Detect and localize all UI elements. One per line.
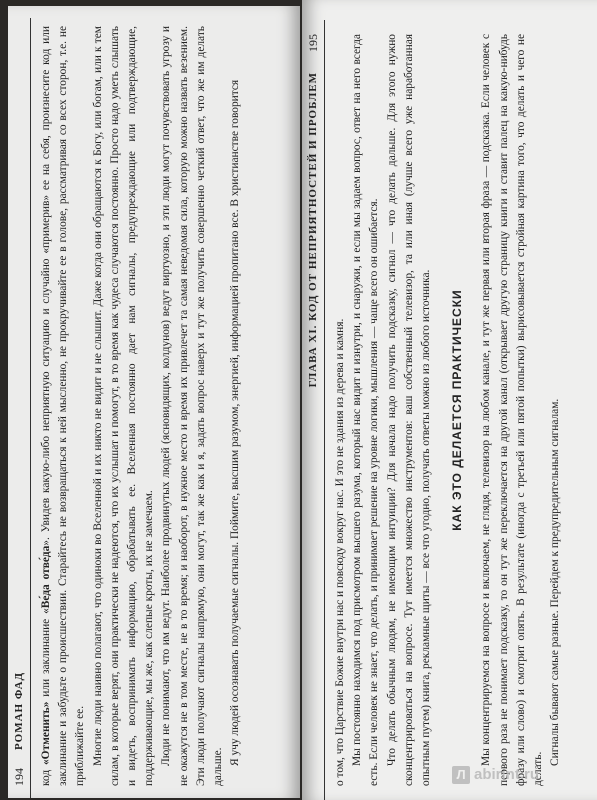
- right-paragraphs-after: [478, 34, 564, 786]
- text-run: ». Увидев какую-либо неприятную ситуацию и случайно «примерив» ее на себя, произнесите код или заклинание и забудьте о происшествии. Старайтесь не возвращаться к ней мысленно, не прокручивайте ее в голове, рассматривая со всех сторон, т.е. не приближайте ее.: [40, 26, 87, 786]
- left-page-content: [8, 18, 300, 798]
- text-run: о том, что Царствие Божие внутри нас и повсюду вокруг нас. И это не здания из дерева и камня.: [334, 318, 346, 786]
- right-page-content: [302, 20, 597, 800]
- watermark-text: abirint.ru: [474, 766, 540, 783]
- bold-text: Ве́да отве́да: [40, 545, 52, 609]
- text-run: код: [40, 765, 52, 786]
- text-run: Сигналы бывают самые разные. Перейдем к предупредительным сигналам.: [549, 398, 562, 766]
- text-run: или заклинание «: [40, 608, 52, 702]
- paragraph: [227, 26, 244, 786]
- text-run: Мы концентрируемся на вопросе и включаем, не глядя, телевизор на любом канале, и тут же первая или вторая фраза — подсказка. Если человек с первого раза не понимает подсказку, то он тут же переключается на другой канал (открывает другую страницу книги и ставит палец на какую-нибудь фразу или слово) и смотрит опять. В результате (иногда с третьей или пятой попытки) вырисовывается стройная картина того, что делать и чего не делать.: [480, 34, 545, 786]
- paragraph: [384, 34, 436, 786]
- paragraph: [547, 34, 564, 786]
- paragraph: [478, 34, 547, 786]
- section-heading: КАК ЭТО ДЕЛАЕТСЯ ПРАКТИЧЕСКИ: [450, 289, 465, 531]
- watermark: [452, 766, 539, 784]
- paragraph: [90, 26, 159, 786]
- text-run: Мы постоянно находимся под присмотром высшего разума, который нас видит и изнутри, и снаружи, и если мы задаем вопрос, ответ на него всегда есть. Если человек не знает, что делать, и принимает решение на уровне логики, мышления — чаще всего он ошибается.: [351, 34, 381, 786]
- bold-text: «Отменить»: [40, 701, 52, 766]
- watermark-logo-icon: Л: [452, 766, 470, 784]
- right-paragraphs-before: [332, 34, 435, 786]
- right-page-header: [302, 20, 325, 800]
- paragraph: [349, 34, 383, 786]
- paragraph: [158, 26, 227, 786]
- left-page-header: [8, 18, 31, 798]
- paragraph: [38, 26, 90, 786]
- right-page-body: [332, 34, 564, 786]
- left-page-number: 194: [12, 768, 26, 786]
- left-running-head: РОМАН ФАД: [13, 671, 25, 750]
- right-page-number: 195: [306, 34, 320, 52]
- text-run: Что делать обычным людям, не имеющим интуиции? Для начала надо получить подсказку, сигнал — что делать дальше. Для этого нужно сконцентрироваться на вопросе. Тут имеется множество инструментов: ваш собственный телевизор, та или иная (лучше всего уже наработанная опытным путем) книга, рекламные щиты — все что угодно, получать ответы можно из любого источника.: [385, 34, 433, 786]
- text-run: Люди не понимают, что им ведут. Наиболее продвинутых людей (ясновидящих, колдунов) ведут виртуозно, и эти люди могут почувствовать угрозу и не окажутся не в том месте, не в то время; и наоборот, в нужное место и время их привлечет та самая неведомая сила, которую можно назвать везением. Эти люди получают сигналы напрямую, они могут, так же как и я, задать вопрос наверх и тут же получить совершенно четкий ответ, что же им делать дальше.: [160, 26, 225, 786]
- right-running-head: ГЛАВА XI. КОД ОТ НЕПРИЯТНОСТЕЙ И ПРОБЛЕМ: [307, 72, 319, 388]
- left-page-body: [38, 26, 244, 786]
- text-run: Многие люди наивно полагают, что одиноки во Вселенной и их никто не видит и не слышит. Даже когда они обращаются к Богу, или богам, или к тем силам, в которые верят, они практически не надеются, что их услышат и помогут, в то время как чудеса случаются постоянно. Просто надо уметь слышать и видеть, воспринимать информацию, обрабатывать ее. Вселенная постоянно дает нам сигналы, предупреждающие или подтверждающие, поддерживающие, мы же, как слепые кроты, их не замечаем.: [91, 26, 156, 786]
- paragraph: [332, 34, 349, 786]
- text-run: Я учу людей осознавать получаемые сигналы. Поймите, высшим разумом, энергией, информацией пропитано все. В христианстве говорится: [229, 79, 242, 766]
